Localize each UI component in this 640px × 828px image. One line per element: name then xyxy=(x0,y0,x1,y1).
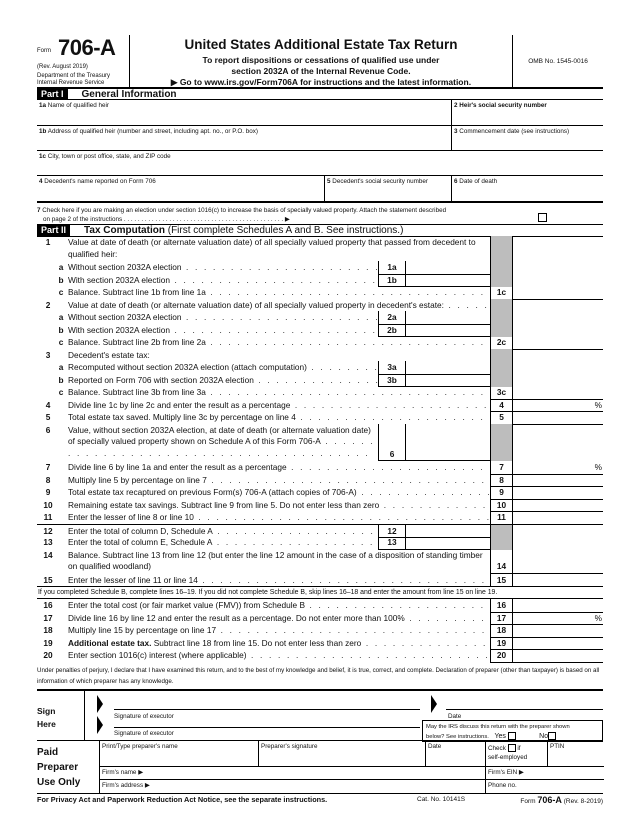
service: Internal Revenue Service xyxy=(37,80,105,86)
line-letter xyxy=(55,511,67,525)
line-text: Balance. Subtract line 1b from line 1a . . . xyxy=(67,286,490,300)
box-label: 18 xyxy=(490,624,512,638)
line-2b xyxy=(37,324,603,337)
heir-name-field[interactable]: 1a Name of qualified heir xyxy=(37,100,452,126)
self-employed-check: Check if self-employed xyxy=(486,741,548,767)
line-text: Enter the total of column D, Schedule A . . . xyxy=(67,525,378,539)
line-text: With section 2032A election . . . xyxy=(67,274,378,288)
line-letter xyxy=(55,536,67,550)
amount-input-9[interactable] xyxy=(512,486,603,500)
arrow-icon xyxy=(97,695,103,713)
amount-input-6[interactable] xyxy=(405,424,490,462)
executor-signature-1-label: Signature of executor xyxy=(114,713,174,720)
box-label: 10 xyxy=(490,499,512,513)
line-letter xyxy=(55,299,67,312)
line-number: 11 xyxy=(43,512,53,522)
preparer-date-field[interactable]: Date xyxy=(426,741,486,767)
line-number xyxy=(37,286,55,300)
line-letter xyxy=(55,486,67,500)
shaded-cell xyxy=(490,374,512,388)
line-number: 3 xyxy=(45,349,51,360)
line-number: 16 xyxy=(43,600,53,610)
line-2a xyxy=(37,311,603,324)
line-19 xyxy=(37,637,603,650)
shaded-cell xyxy=(490,536,512,550)
paid-preparer-section xyxy=(37,741,603,793)
line-number: 8 xyxy=(45,474,51,485)
amount-input-2c[interactable] xyxy=(512,336,603,350)
form-title-block xyxy=(130,35,512,88)
form-id-block xyxy=(37,35,130,88)
subtitle-2: section 2032A of the Internal Revenue Code. xyxy=(231,66,411,76)
box-label: 1b xyxy=(378,274,405,288)
amount-input-2b[interactable] xyxy=(405,324,490,338)
line-number: 20 xyxy=(43,650,53,660)
executor-signature-1[interactable] xyxy=(114,709,420,710)
amount-input-18[interactable] xyxy=(512,624,603,638)
line-letter: b xyxy=(58,324,64,335)
line-number: 14 xyxy=(43,549,53,560)
line-text: Multiply line 5 by percentage on line 7 . . . xyxy=(67,474,490,488)
arrow-icon xyxy=(97,716,103,734)
discuss-yes-checkbox[interactable] xyxy=(508,732,516,740)
line-number: 2 xyxy=(45,299,51,310)
box-label: 17 xyxy=(490,612,512,626)
executor-signature-2[interactable] xyxy=(114,727,420,728)
subtitle-1: To report dispositions or cessations of qualified use under xyxy=(202,55,440,65)
box-label: 9 xyxy=(490,486,512,500)
firm-name-field[interactable]: Firm's name ▶ xyxy=(100,767,486,780)
line-20 xyxy=(37,649,603,662)
line-letter xyxy=(55,236,67,261)
sign-here-section xyxy=(37,689,603,741)
line-text: Divide line 16 by line 12 and enter the result as a percentage. Do not enter more than 100% . . . xyxy=(67,612,490,626)
ptin-field[interactable]: PTIN xyxy=(548,741,604,767)
line-letter xyxy=(55,411,67,425)
phone-field[interactable]: Phone no. xyxy=(488,782,517,789)
amount-input-1a[interactable] xyxy=(405,261,490,275)
catalog-number: Cat. No. 10141S xyxy=(417,796,466,803)
line-letter: a xyxy=(58,312,64,322)
line-letter xyxy=(55,649,67,663)
line-number xyxy=(37,361,55,375)
box-label: 1a xyxy=(378,261,405,275)
line-17 xyxy=(37,612,603,625)
amount-input-14[interactable] xyxy=(512,549,603,574)
amount-input-8[interactable] xyxy=(512,474,603,488)
line-3c xyxy=(37,386,603,399)
sign-date-field[interactable] xyxy=(446,709,603,710)
blank-cell xyxy=(512,424,603,462)
part2-title: Tax Computation xyxy=(84,225,165,236)
part1-title: General Information xyxy=(81,88,177,100)
commencement-date-field[interactable]: 3 Commencement date (see instructions) xyxy=(452,126,603,151)
box-label: 19 xyxy=(490,637,512,651)
line-1c xyxy=(37,286,603,299)
line-text: Enter the lesser of line 11 or line 14 . . . xyxy=(67,574,490,588)
box-label: 6 xyxy=(378,424,405,462)
part1-header xyxy=(37,87,603,100)
blank-cell xyxy=(512,236,603,261)
line-number xyxy=(37,261,55,275)
line-letter xyxy=(55,549,67,574)
line-number: 13 xyxy=(43,537,53,547)
line-text: Without section 2032A election . . . xyxy=(67,311,378,325)
department: Department of the Treasury xyxy=(37,73,111,79)
line-letter xyxy=(55,461,67,475)
sign-date-label: Date xyxy=(448,713,462,720)
line-6 xyxy=(37,424,603,462)
box-label: 20 xyxy=(490,649,512,663)
line-text: Without section 2032A election . . . xyxy=(67,261,378,275)
line-4 xyxy=(37,399,603,412)
preparer-signature-field[interactable]: Preparer's signature xyxy=(259,741,426,767)
line-3a xyxy=(37,361,603,374)
shaded-cell xyxy=(490,236,512,261)
amount-input-1c[interactable] xyxy=(512,286,603,300)
shaded-cell xyxy=(490,261,512,275)
line-text: Divide line 6 by line 1a and enter the result as a percentage . . . xyxy=(67,461,490,475)
line-number: 6 xyxy=(45,424,51,435)
self-employed-checkbox[interactable] xyxy=(508,744,516,752)
line-10 xyxy=(37,499,603,512)
line-text: Value at date of death (or alternate valuation date) of all specially valued property that passed from decedent to qualified heir: xyxy=(68,237,476,259)
line-text: Total estate tax saved. Multiply line 3c by percentage on line 4 . . . xyxy=(67,411,490,425)
box-label: 16 xyxy=(490,599,512,613)
box-label: 1c xyxy=(490,286,512,300)
line-11 xyxy=(37,511,603,524)
line-text: Additional estate tax. Subtract line 18 from line 15. Do not enter less than zero . . . xyxy=(67,637,490,651)
shaded-cell xyxy=(490,311,512,325)
line-7 xyxy=(37,461,603,474)
amount-input-10[interactable] xyxy=(512,499,603,513)
line-number: 12 xyxy=(43,525,53,536)
box-label: 12 xyxy=(378,525,405,539)
line-number: 19 xyxy=(43,637,53,648)
decedent-name-field[interactable]: 4 Decedent's name reported on Form 706 xyxy=(37,176,325,203)
firm-address-field[interactable]: Firm's address ▶ xyxy=(100,780,486,793)
line-text: Balance. Subtract line 13 from line 12 (but enter the line 12 amount in the case of a disposition of standing timber on qualified woodland) xyxy=(68,549,483,571)
blank-cell xyxy=(512,311,603,325)
box-label: 7 xyxy=(490,461,512,475)
line-15 xyxy=(37,574,603,587)
date-of-death-field[interactable]: 6 Date of death xyxy=(452,176,603,203)
line-number xyxy=(37,324,55,338)
amount-input-3a[interactable] xyxy=(405,361,490,375)
shaded-cell xyxy=(490,424,512,462)
box-label: 3b xyxy=(378,374,405,388)
line-number xyxy=(37,311,55,325)
line-letter: c xyxy=(58,387,64,397)
blank-cell xyxy=(512,349,603,362)
line-text: Enter the total cost (or fair market value (FMV)) from Schedule B . . . xyxy=(67,599,490,613)
amount-input-17[interactable]: % xyxy=(512,612,603,626)
box-label: 3c xyxy=(490,386,512,400)
line-number: 9 xyxy=(45,487,51,497)
line-1 xyxy=(37,236,603,261)
box-label: 13 xyxy=(378,536,405,550)
amount-input-5[interactable] xyxy=(512,411,603,425)
line-3b xyxy=(37,374,603,387)
line-text: Total estate tax recaptured on previous Form(s) 706-A (attach copies of 706-A) . . . xyxy=(67,486,490,500)
line-1a xyxy=(37,261,603,274)
line-number: 5 xyxy=(45,412,51,422)
line-text: Balance. Subtract line 2b from line 2a . . . xyxy=(67,336,490,350)
line-2 xyxy=(37,299,603,312)
blank-cell xyxy=(512,261,603,275)
line7-checkbox[interactable] xyxy=(538,213,547,222)
line-letter: a xyxy=(58,362,64,372)
line-2c xyxy=(37,336,603,349)
line-letter xyxy=(55,599,67,613)
line-text-bold: Additional estate tax. xyxy=(68,637,154,648)
shaded-cell xyxy=(490,274,512,288)
perjury-statement: Under penalties of perjury, I declare that I have examined this return, and to the best of my knowledge and belief, it is true, correct, and complete. Declaration of preparer (other than taxpayer) is based on all information of which preparer has any knowledge. xyxy=(37,667,600,685)
line-12 xyxy=(37,524,603,537)
line-number: 18 xyxy=(43,625,53,635)
box-label: 3a xyxy=(378,361,405,375)
line-8 xyxy=(37,474,603,487)
part2-title-note: (First complete Schedules A and B. See instructions.) xyxy=(167,225,404,236)
box-label: 2b xyxy=(378,324,405,338)
line-letter xyxy=(55,637,67,651)
form-number: 706-A xyxy=(58,35,116,60)
line-letter xyxy=(55,424,67,462)
privacy-notice: For Privacy Act and Paperwork Reduction Act Notice, see the separate instructions. xyxy=(37,795,328,804)
line-letter xyxy=(55,624,67,638)
amount-input-4[interactable]: % xyxy=(512,399,603,413)
footer-form-id: Form 706-A (Rev. 8-2019) xyxy=(520,794,603,805)
footer xyxy=(37,793,603,805)
revision: (Rev. August 2019) xyxy=(37,64,88,70)
line-letter xyxy=(55,399,67,413)
amount-input-11[interactable] xyxy=(512,511,603,525)
line-text: Reported on Form 706 with section 2032A election . . . xyxy=(67,374,378,388)
line-text: Enter section 1016(c) interest (where applicable) . . . xyxy=(67,649,490,663)
line-1b xyxy=(37,274,603,287)
box-label: 2a xyxy=(378,311,405,325)
line-number: 1 xyxy=(45,237,51,247)
box-label: 11 xyxy=(490,511,512,525)
amount-input-3c[interactable] xyxy=(512,386,603,400)
blank-cell xyxy=(512,299,603,312)
amount-input-20[interactable] xyxy=(512,649,603,663)
decedent-ssn-field[interactable]: 5 Decedent's social security number xyxy=(325,176,452,203)
line-letter xyxy=(55,474,67,488)
tax-computation-lines xyxy=(37,236,603,662)
box-label: 5 xyxy=(490,411,512,425)
line-letter: b xyxy=(58,274,64,285)
line-number: 7 xyxy=(45,462,51,472)
line-letter xyxy=(55,499,67,513)
firm-ein-field[interactable]: Firm's EIN ▶ xyxy=(486,767,604,780)
discuss-no-checkbox[interactable] xyxy=(548,732,556,740)
line-text: With section 2032A election . . . xyxy=(67,324,378,338)
line-text: Decedent's estate tax: xyxy=(68,349,150,360)
blank-cell xyxy=(512,374,603,388)
sign-here-label: Sign Here xyxy=(37,706,56,729)
line-9 xyxy=(37,486,603,499)
amount-input-2a[interactable] xyxy=(405,311,490,325)
line-number xyxy=(37,386,55,400)
arrow-icon xyxy=(431,695,437,713)
line-text: Recomputed without section 2032A election (attach computation) . . . xyxy=(67,361,378,375)
line-text: Value, without section 2032A election, at date of death (or alternate valuation date) of specially valued property shown on Schedule A of this Form 706-A . . . xyxy=(67,424,378,462)
line-3 xyxy=(37,349,603,362)
blank-cell xyxy=(512,361,603,375)
box-label: 4 xyxy=(490,399,512,413)
line-letter xyxy=(55,612,67,626)
part1-label: Part I xyxy=(37,89,68,100)
line-letter: c xyxy=(58,337,64,347)
shaded-cell xyxy=(490,361,512,375)
heir-ssn-field[interactable]: 2 Heir's social security number xyxy=(452,100,603,126)
amount-input-13[interactable] xyxy=(405,536,490,550)
blank-cell xyxy=(512,536,603,550)
line-letter xyxy=(55,349,67,362)
paid-preparer-label: Paid Preparer Use Only xyxy=(37,747,81,788)
line-text: Divide line 1c by line 2c and enter the result as a percentage . . . xyxy=(67,399,490,413)
form-word: Form xyxy=(37,48,51,54)
line-13 xyxy=(37,536,603,549)
line-5 xyxy=(37,411,603,424)
amount-input-1b[interactable] xyxy=(405,274,490,288)
line-letter: b xyxy=(58,374,64,385)
box-label: 14 xyxy=(490,549,512,574)
city-state-zip-field[interactable]: 1c City, town or post office, state, and ZIP code xyxy=(37,151,603,176)
amount-input-19[interactable] xyxy=(512,637,603,651)
shaded-cell xyxy=(490,299,512,312)
blank-cell xyxy=(512,324,603,338)
line-14 xyxy=(37,549,603,574)
amount-input-3b[interactable] xyxy=(405,374,490,388)
line-letter: c xyxy=(58,287,64,297)
executor-signature-2-label: Signature of executor xyxy=(114,730,174,737)
blank-cell xyxy=(512,274,603,288)
line-text: Balance. Subtract line 3b from line 3a . . . xyxy=(67,386,490,400)
irs-discuss-box: May the IRS discuss this return with the preparer shown below? See instructions. Yes No xyxy=(422,720,603,742)
line-number: 17 xyxy=(43,612,53,623)
line-number: 10 xyxy=(43,499,53,510)
shaded-cell xyxy=(490,324,512,338)
preparer-name-field[interactable]: Print/Type preparer's name xyxy=(100,741,259,767)
line7-election: 7 Check here if you are making an election under section 1016(c) to increase the basis of specially valued property. Attach the statement described on page 2 of the instructions . . . . . . . . . . . . . . . . . . . . . . . . . . . . . . . . . . . . . . . . . . . . . . ▶ xyxy=(37,207,447,223)
instructions-link[interactable]: ▶ Go to www.irs.gov/Form706A for instructions and the latest information. xyxy=(170,77,472,87)
line-number: 15 xyxy=(43,574,53,585)
line-letter xyxy=(55,574,67,588)
form-title: United States Additional Estate Tax Return xyxy=(184,37,458,52)
line-number xyxy=(37,274,55,288)
schedule-b-note: If you completed Schedule B, complete lines 16–19. If you did not complete Schedule B, skip lines 16–18 and enter the amount from line 15 on line 19. xyxy=(37,586,603,599)
box-label: 15 xyxy=(490,574,512,588)
line-18 xyxy=(37,624,603,637)
amount-input-15[interactable] xyxy=(512,574,603,588)
line-number xyxy=(37,336,55,350)
line-16 xyxy=(37,599,603,612)
line-text: Value at date of death (or alternate valuation date) of all specially valued property in decedent's estate: . . . xyxy=(67,299,490,312)
heir-address-field[interactable]: 1b Address of qualified heir (number and street, including apt. no., or P.O. box) xyxy=(37,126,452,151)
line-text: Enter the lesser of line 8 or line 10 . . . xyxy=(67,511,490,525)
line-letter: a xyxy=(58,262,64,272)
box-label: 2c xyxy=(490,336,512,350)
amount-input-16[interactable] xyxy=(512,599,603,613)
line-number xyxy=(37,374,55,388)
line-text: Enter the total of column E, Schedule A . . . xyxy=(67,536,378,550)
omb-number: OMB No. 1545-0016 xyxy=(512,35,603,88)
amount-input-7[interactable]: % xyxy=(512,461,603,475)
shaded-cell xyxy=(490,349,512,362)
part2-label: Part II xyxy=(37,225,70,236)
line-number: 4 xyxy=(45,399,51,410)
line-text: Multiply line 15 by percentage on line 17 . . . xyxy=(67,624,490,638)
box-label: 8 xyxy=(490,474,512,488)
line-text: Remaining estate tax savings. Subtract line 9 from line 5. Do not enter less than zero . . . xyxy=(67,499,490,513)
